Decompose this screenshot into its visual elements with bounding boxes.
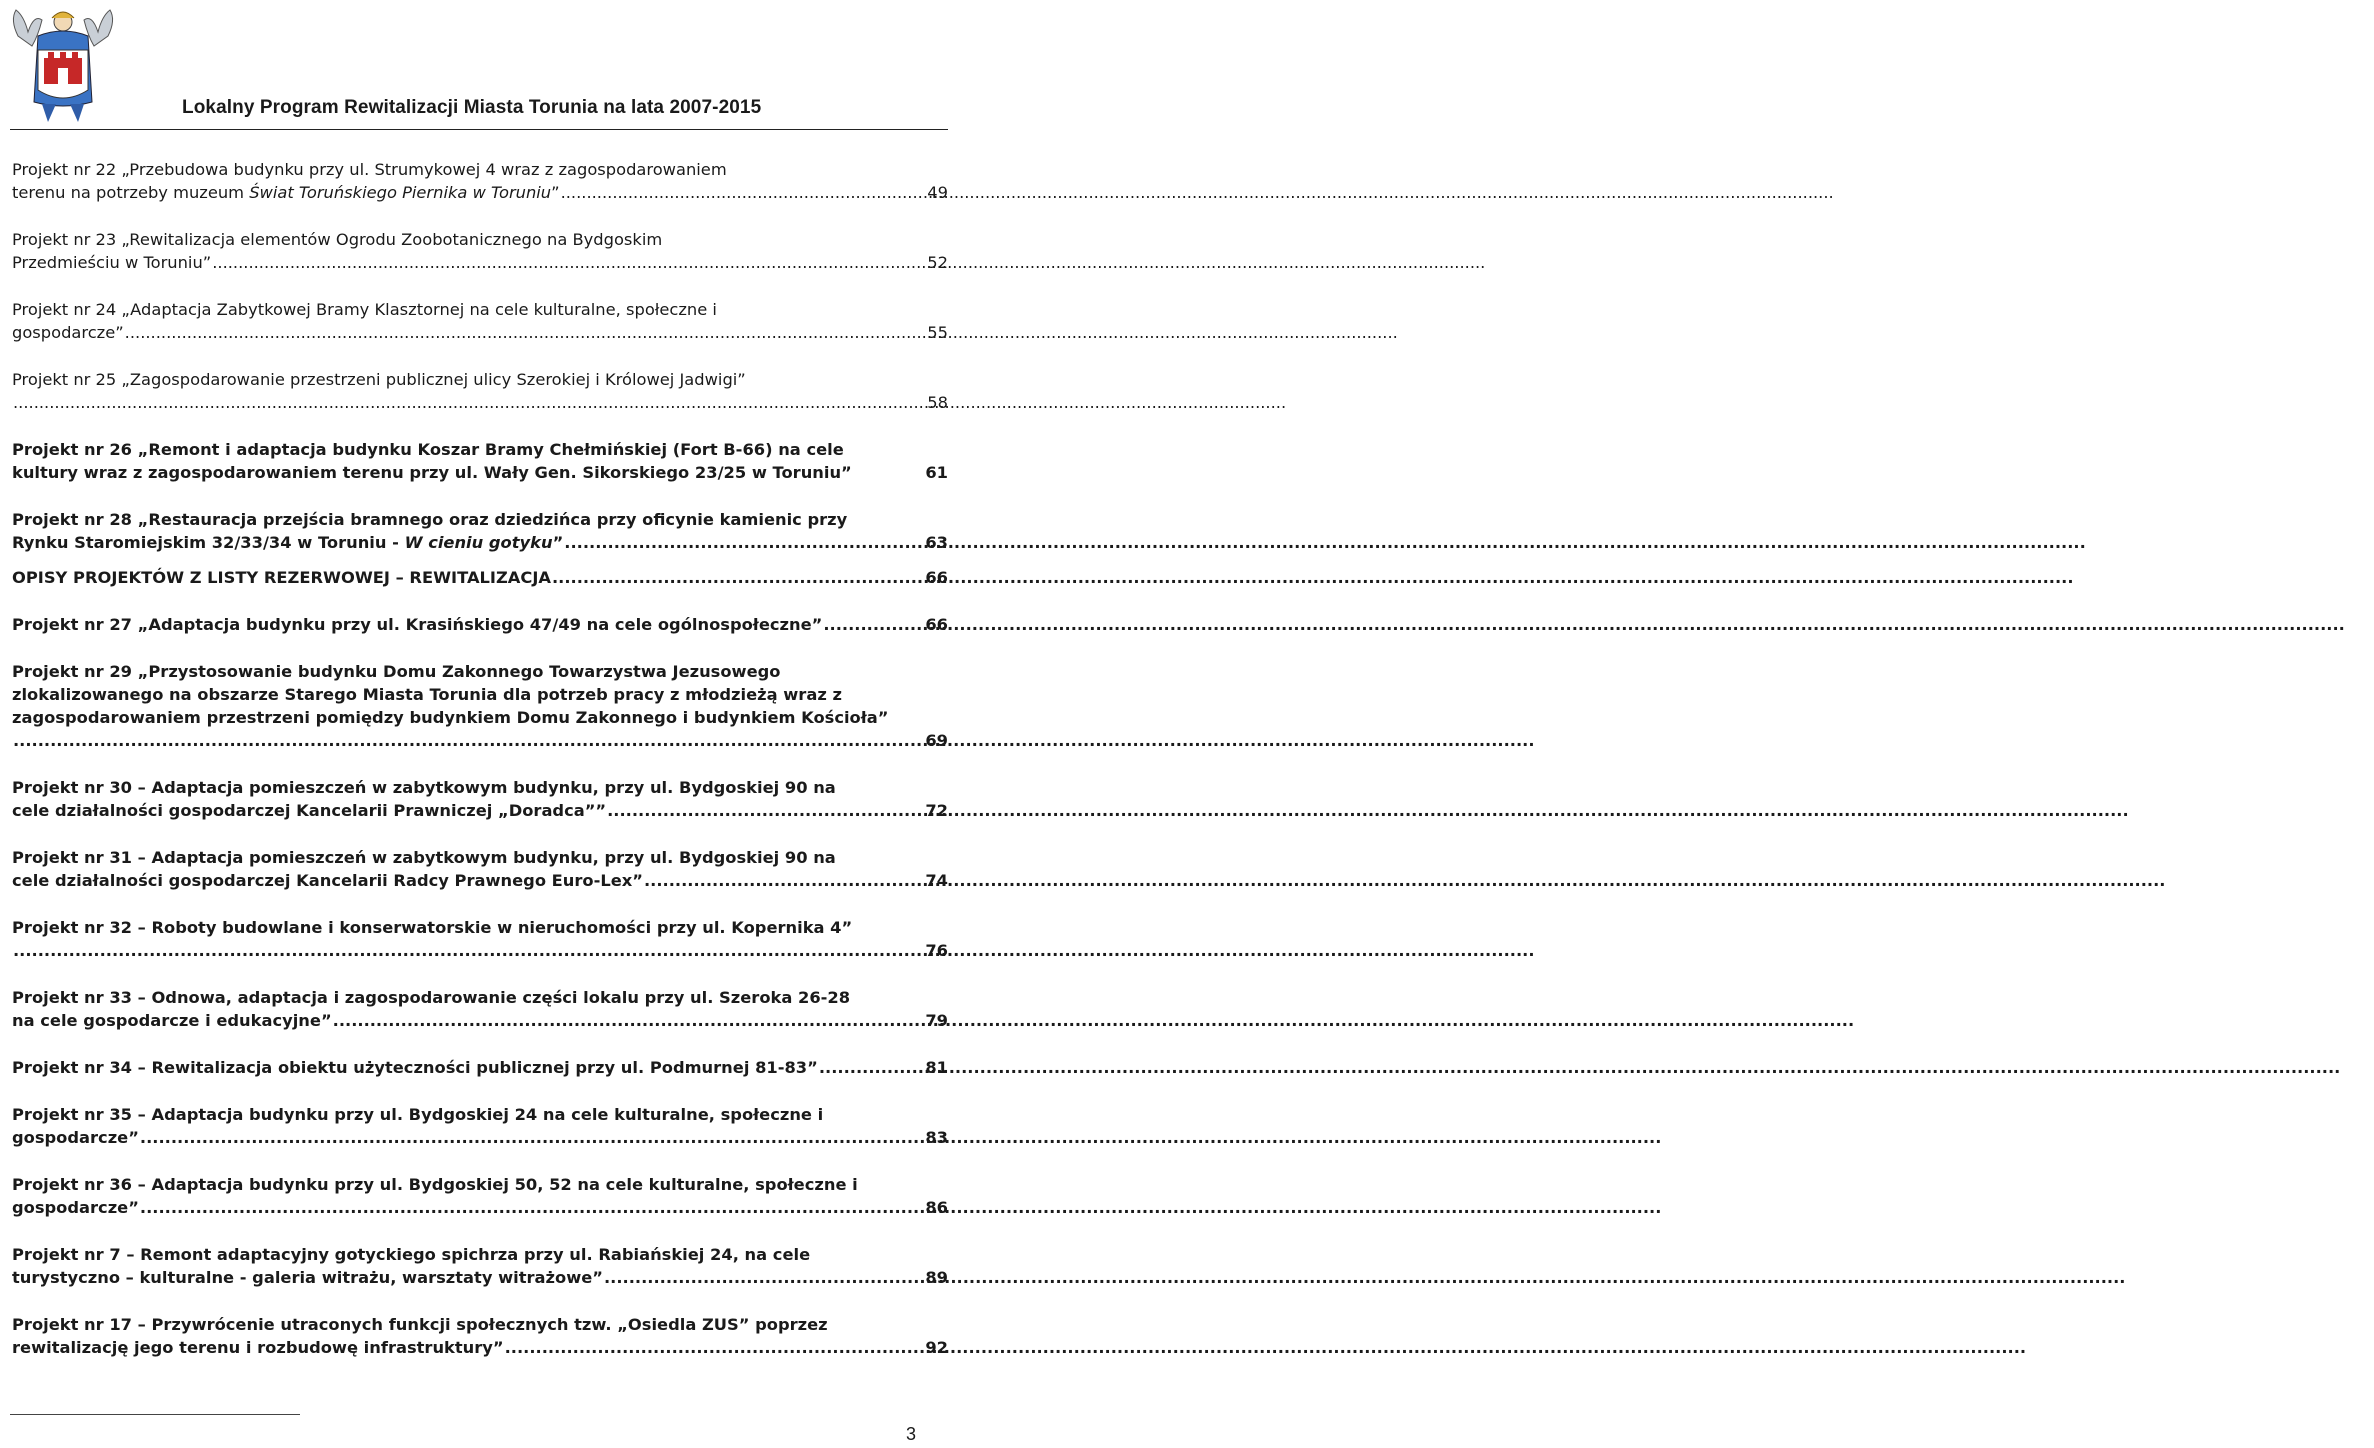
leader-dots: [606, 799, 923, 822]
toc-line: Projekt nr 23 „Rewitalizacja elementów Ogrodu Zoobotanicznego na Bydgoskim: [12, 230, 663, 249]
toc-entry-23[interactable]: [12, 228, 948, 274]
toc-line: zlokalizowanego na obszarze Starego Miasta Torunia dla potrzeb pracy z młodzieżą wraz z: [12, 685, 842, 704]
toc-entry-32[interactable]: [12, 916, 948, 962]
toc-entry-27[interactable]: [12, 613, 948, 636]
toc-page-number: 79: [925, 1011, 948, 1030]
toc-line: Projekt nr 34 – Rewitalizacja obiektu użyteczności publicznej przy ul. Podmurnej 81-83”: [12, 1058, 818, 1077]
leader-dots: [12, 939, 923, 962]
leader-dots: [12, 729, 923, 752]
toc-page-number: 92: [925, 1338, 948, 1357]
toc-page-number: 69: [925, 731, 948, 750]
toc-line: Projekt nr 32 – Roboty budowlane i konserwatorskie w nieruchomości przy ul. Kopernika 4”: [12, 918, 853, 937]
toc-line: Projekt nr 26 „Remont i adaptacja budynku Koszar Bramy Chełmińskiej (Fort B-66) na cele: [12, 440, 844, 459]
toc-line: ”: [552, 533, 564, 552]
toc-page-number: 49: [927, 183, 948, 202]
toc-page-number: 63: [925, 533, 948, 552]
leader-dots: [332, 1009, 924, 1032]
toc-line: Projekt nr 28 „Restauracja przejścia bramnego oraz dziedzińca przy oficynie kamienic przy: [12, 510, 848, 529]
toc-line: Projekt nr 24 „Adaptacja Zabytkowej Bramy Klasztornej na cele kulturalne, społeczne i: [12, 300, 717, 319]
leader-dots: [504, 1336, 924, 1359]
leader-dots: [211, 251, 925, 274]
leader-dots: [551, 566, 923, 589]
toc-entry-31[interactable]: [12, 846, 948, 892]
toc-entry-24[interactable]: [12, 298, 948, 344]
toc-line: Projekt nr 7 – Remont adaptacyjny gotyckiego spichrza przy ul. Rabiańskiej 24, na cele: [12, 1245, 811, 1264]
leader-dots: [560, 181, 926, 204]
leader-dots: [124, 321, 926, 344]
toc-page-number: 52: [927, 253, 948, 272]
toc-page-number: 61: [925, 463, 948, 482]
toc-line: Projekt nr 27 „Adaptacja budynku przy ul. Krasińskiego 47/49 na cele ogólnospołeczne”: [12, 615, 823, 634]
leader-dots: [643, 869, 923, 892]
toc-entry-17[interactable]: [12, 1313, 948, 1359]
toc-line: Projekt nr 22 „Przebudowa budynku przy ul. Strumykowej 4 wraz z zagospodarowaniem: [12, 160, 727, 179]
toc-page-number: 81: [925, 1058, 948, 1077]
toc-line: W cieniu gotyku: [404, 533, 553, 552]
leader-dots: [603, 1266, 923, 1289]
toc-section-rezerwowa[interactable]: [12, 566, 948, 589]
leader-dots: [139, 1196, 923, 1219]
toc-page-number: 86: [925, 1198, 948, 1217]
torun-coat-of-arms-icon: [8, 6, 118, 124]
toc-line: OPISY PROJEKTÓW Z LISTY REZERWOWEJ – REWITALIZACJA: [12, 568, 551, 587]
toc-entry-22[interactable]: [12, 158, 948, 204]
toc-entry-25[interactable]: [12, 368, 948, 414]
page-number: 3: [905, 1424, 916, 1444]
toc-page-number: 66: [925, 615, 948, 634]
header-rule: [10, 129, 948, 130]
leader-dots: [563, 531, 923, 554]
toc-page-number: 76: [925, 941, 948, 960]
toc-line: gospodarcze”: [12, 1198, 139, 1217]
toc-entry-34[interactable]: [12, 1056, 948, 1079]
toc-line: Projekt nr 36 – Adaptacja budynku przy ul. Bydgoskiej 50, 52 na cele kulturalne, społeczne i: [12, 1175, 858, 1194]
toc-line: zagospodarowaniem przestrzeni pomiędzy budynkiem Domu Zakonnego i budynkiem Kościoła”: [12, 708, 889, 727]
toc-line: gospodarcze”: [12, 323, 124, 342]
leader-dots: [822, 613, 923, 636]
toc-line: cele działalności gospodarczej Kancelarii Radcy Prawnego Euro-Lex”: [12, 871, 643, 890]
toc-line: Projekt nr 33 – Odnowa, adaptacja i zagospodarowanie części lokalu przy ul. Szeroka 26-28: [12, 988, 851, 1007]
toc-entry-35[interactable]: [12, 1103, 948, 1149]
toc-page-number: 72: [925, 801, 948, 820]
toc-line: Rynku Staromiejskim 32/33/34 w Toruniu -: [12, 533, 405, 552]
toc-line: turystyczno – kulturalne - galeria witrażu, warsztaty witrażowe”: [12, 1268, 603, 1287]
leader-dots: [12, 391, 925, 414]
toc-line: na cele gospodarcze i edukacyjne”: [12, 1011, 332, 1030]
toc-line: Projekt nr 30 – Adaptacja pomieszczeń w zabytkowym budynku, przy ul. Bydgoskiej 90 na: [12, 778, 836, 797]
toc-line: Przedmieściu w Toruniu”: [12, 253, 212, 272]
toc-line: Świat Toruńskiego Piernika w Toruniu: [249, 183, 552, 202]
toc-entry-30[interactable]: [12, 776, 948, 822]
toc-entry-36[interactable]: [12, 1173, 948, 1219]
toc-page-number: 58: [927, 393, 948, 412]
toc-page-number: 83: [925, 1128, 948, 1147]
toc-line: Projekt nr 17 – Przywrócenie utraconych funkcji społecznych tzw. „Osiedla ZUS” poprzez: [12, 1315, 828, 1334]
toc-line: cele działalności gospodarczej Kancelarii Prawniczej „Doradca””: [12, 801, 607, 820]
toc-entry-33[interactable]: [12, 986, 948, 1032]
toc-line: Projekt nr 31 – Adaptacja pomieszczeń w zabytkowym budynku, przy ul. Bydgoskiej 90 na: [12, 848, 836, 867]
toc-line: Projekt nr 25 „Zagospodarowanie przestrzeni publicznej ulicy Szerokiej i Królowej Jadwigi”: [12, 370, 746, 389]
toc-entry-7[interactable]: [12, 1243, 948, 1289]
toc-entry-26[interactable]: [12, 438, 948, 484]
toc-line: Projekt nr 35 – Adaptacja budynku przy ul. Bydgoskiej 24 na cele kulturalne, społeczne i: [12, 1105, 824, 1124]
toc-page-number: 89: [925, 1268, 948, 1287]
document-title: Lokalny Program Rewitalizacji Miasta Torunia na lata 2007-2015: [182, 97, 762, 118]
toc-line: Projekt nr 29 „Przystosowanie budynku Domu Zakonnego Towarzystwa Jezusowego: [12, 662, 781, 681]
toc-page-number: 74: [925, 871, 948, 890]
toc-line: rewitalizację jego terenu i rozbudowę infrastruktury”: [12, 1338, 504, 1357]
toc-entry-28[interactable]: [12, 508, 948, 554]
toc-page-number: 66: [925, 568, 948, 587]
table-of-contents: [12, 158, 948, 1359]
toc-line: gospodarcze”: [12, 1128, 139, 1147]
toc-line: ”: [551, 183, 560, 202]
footer-rule: [10, 1414, 300, 1415]
toc-line: terenu na potrzeby muzeum: [12, 183, 250, 202]
leader-dots: [139, 1126, 923, 1149]
toc-page-number: 55: [927, 323, 948, 342]
toc-entry-29[interactable]: [12, 660, 948, 752]
leader-dots: [818, 1056, 923, 1079]
toc-line: kultury wraz z zagospodarowaniem terenu przy ul. Wały Gen. Sikorskiego 23/25 w Toruniu”: [12, 463, 852, 482]
